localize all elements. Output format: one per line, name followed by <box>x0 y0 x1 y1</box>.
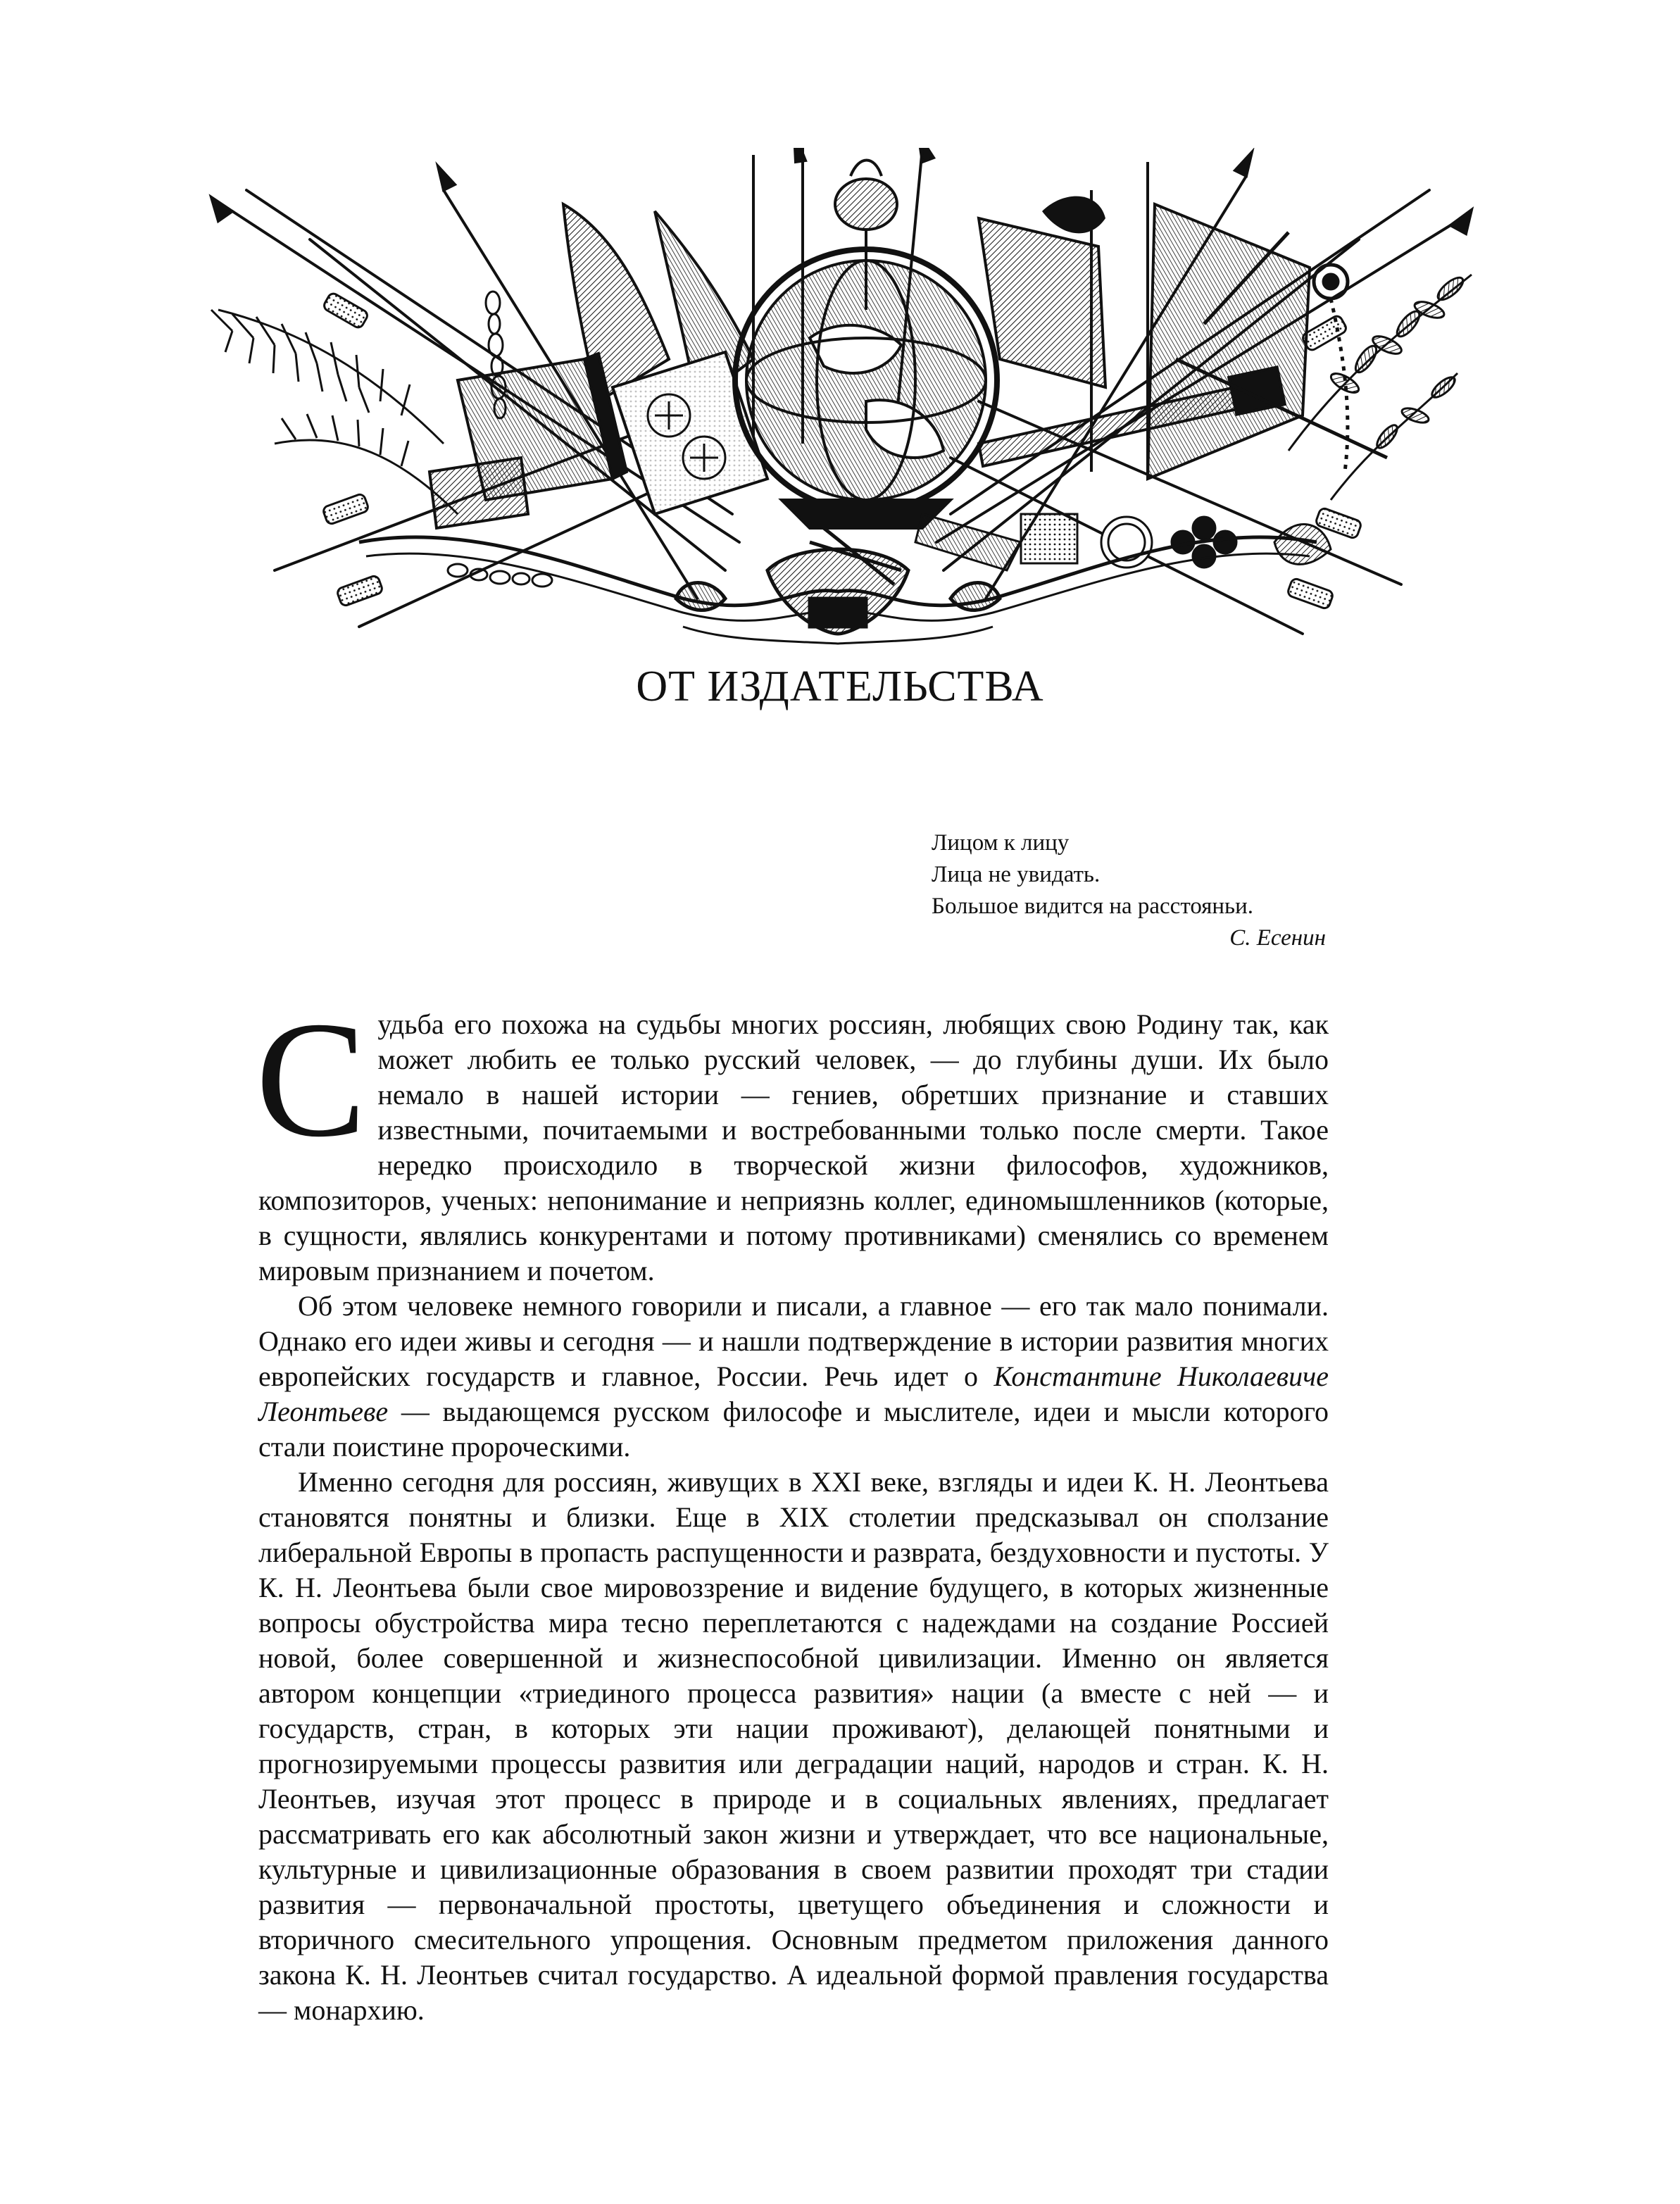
section-title: ОТ ИЗДАТЕЛЬСТВА <box>636 663 1044 710</box>
paragraph-3 <box>258 1465 1329 2028</box>
engraved-headpiece-illustration <box>190 148 1486 655</box>
body-text <box>256 988 1329 2028</box>
paragraph-1-text: удьба его похожа на судьбы многих россиян, любящих свою Родину так, как может любить ее только русский человек, — до глубины души. Их было немало в нашей истории — гениев, обретших признание и ставших известными, почитаемыми и востребованными только после смерти. Такое нередко происходило в творческой жизни философов, художников, композиторов, ученых: непонимание и неприязнь коллег, единомышленников (которые, в сущности, являлись конкурентами и потому противниками) сменялись со временем мировым признанием и почетом. <box>258 1008 1329 1286</box>
epigraph-line: Большое видится на расстояньи. <box>932 894 1253 919</box>
paragraph-2-emphasis-name: Константине Николаевиче Леонтьеве <box>258 1360 1329 1427</box>
paragraph-2 <box>258 1289 1329 1465</box>
epigraph-author: С. Есенин <box>1229 925 1326 951</box>
drop-cap-letter: С <box>256 988 367 1172</box>
paragraph-2-text-after: — выдающемся русском философе и мыслителе, идеи и мысли которого стали поистине пророческими. <box>258 1396 1329 1463</box>
epigraph <box>932 827 1326 954</box>
epigraph-line: Лицом к лицу <box>932 830 1070 856</box>
paragraph-3-text: Именно сегодня для россиян, живущих в XXI веке, взгляды и идеи К. Н. Леонтьева становятся понятны и близки. Еще в XIX столетии предсказывал он сползание либеральной Европы в пропасть распущенности и разврата, бездуховности и пустоты. У К. Н. Леонтьева были свое мировоззрение и видение будущего, в которых жизненные вопросы обустройства мира тесно переплетаются с надеждами на создание Россией новой, более совершенной и жизнеспособной цивилизации. Именно он является автором концепции «триединого процесса развития» нации (а вместе с ней — и государств, стран, в которых эти нации проживают), делающей понятными и прогнозируемыми процессы развития или деградации наций, народов и стран. К. Н. Леонтьев, изучая этот процесс в природе и в социальных явлениях, предлагает рассматривать его как абсолютный закон жизни и утверждает, что все национальные, культурные и цивилизационные образования в своем развитии проходят три стадии развития — первоначальной простоты, цветущего объединения и сложности и вторичного смесительного упрощения. Основным предметом приложения данного закона К. Н. Леонтьев считал государство. А идеальной формой правления государства — монархию. <box>258 1466 1329 2026</box>
epigraph-line: Лица не увидать. <box>932 862 1101 887</box>
paragraph-2-text-before: Об этом человеке немного говорили и писали, а главное — его так мало понимали. Однако его идеи живы и сегодня — и нашли подтверждение в истории развития многих европейских государств и главное, России. Речь идет о <box>258 1290 1329 1392</box>
paragraph-1 <box>256 988 1329 1289</box>
